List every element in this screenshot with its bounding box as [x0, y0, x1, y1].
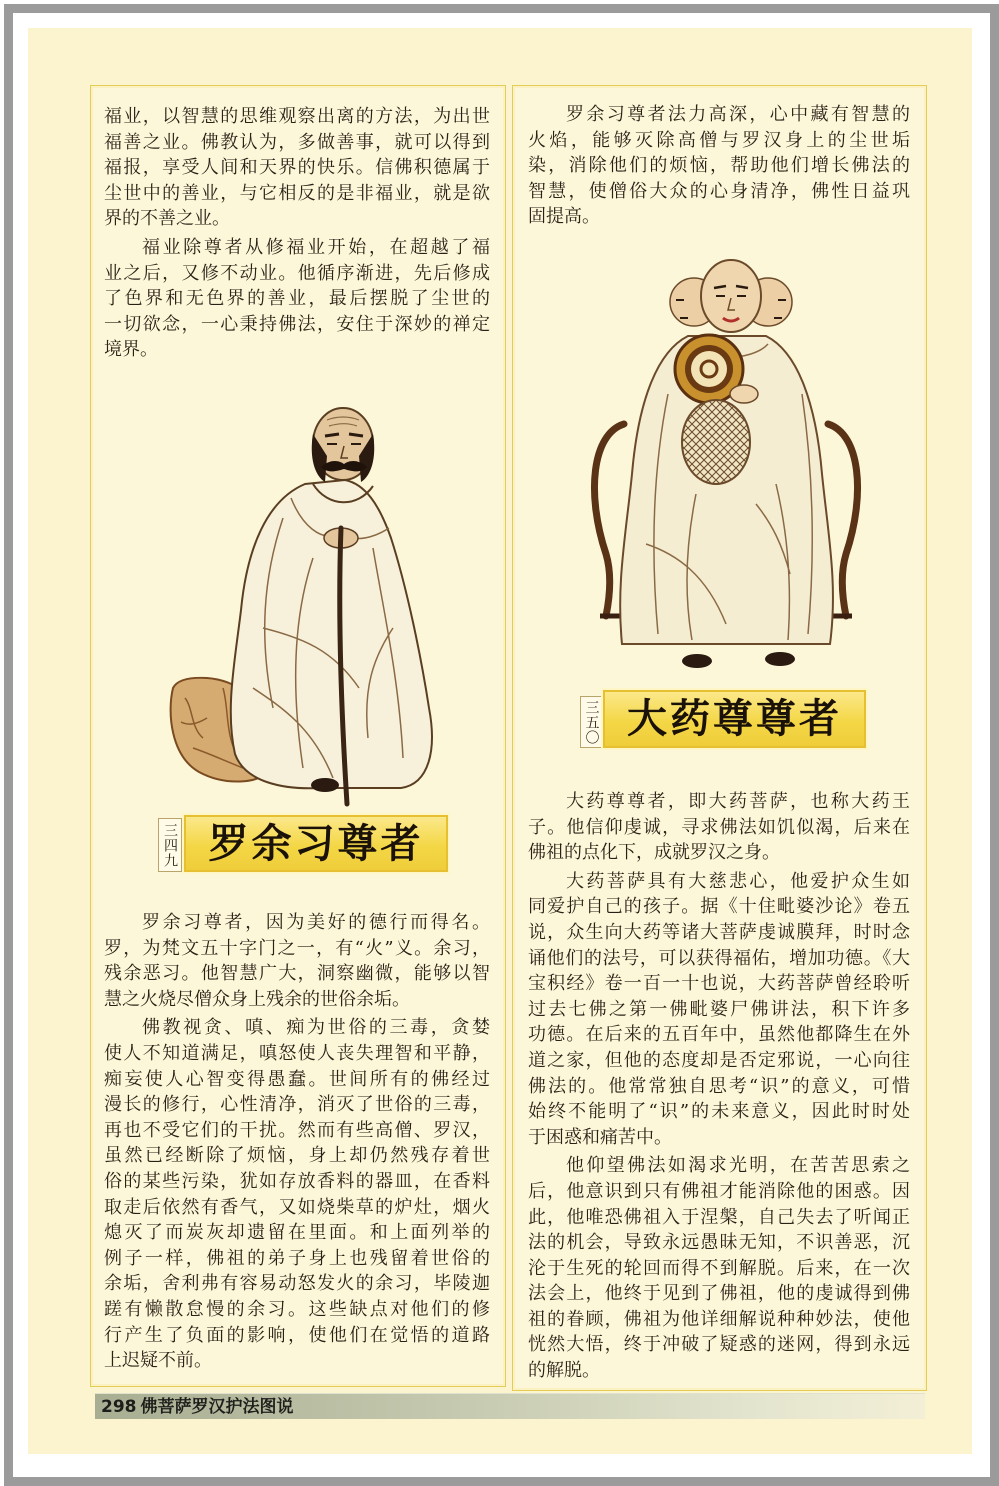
page-number: 298 [101, 1397, 137, 1417]
text-line: 福报，享受人间和天界的快乐。信佛积德属于 [104, 157, 490, 179]
text-line: 过去七佛之第一佛毗婆尸佛讲法，积下许多 [528, 998, 910, 1020]
text-line: 界的不善之业。 [104, 208, 230, 230]
figure-number-text: 三五〇 [583, 699, 600, 745]
text-line: 大药菩萨具有大慈悲心，他爱护众生如 [566, 870, 910, 892]
text-line: 宝积经》卷一百一十也说，大药菩萨曾经聆听 [528, 973, 910, 995]
paragraph [528, 789, 910, 866]
text-line: 染，消除他们的烦恼，帮助他们增长佛法的 [528, 155, 910, 177]
text-line: 罗余习尊者法力高深，心中藏有智慧的 [566, 104, 910, 125]
text-line: 福善之业。佛教认为，多做善事，就可以得到 [104, 131, 490, 153]
text-line: 功德。在后来的五百年中，虽然他都降生在外 [528, 1024, 910, 1046]
text-line: 同爱护自己的孩子。据《十住毗婆沙论》卷五 [528, 896, 910, 918]
text-line: 上迟疑不前。 [104, 1350, 212, 1372]
hands [730, 385, 758, 403]
text-line: 于困惑和痛苦中。 [528, 1126, 672, 1148]
text-line: 大药尊尊者，即大药菩萨，也称大药王 [566, 791, 910, 812]
text-line: 佛法的。他常常独自思考“识”的意义，可惜 [528, 1075, 910, 1097]
text-line: 一切欲念，一心秉持佛法，安住于深妙的禅定 [104, 313, 490, 335]
text-line: 慧之火烧尽僧众身上残余的世俗余垢。 [104, 988, 410, 1010]
left-bottom-text [104, 910, 490, 1374]
text-line: 沦于生死的轮回而得不到解脱。后来，在一次 [528, 1257, 910, 1279]
chair-arm-left [594, 424, 624, 616]
book-title: 佛菩萨罗汉护法图说 [140, 1397, 294, 1417]
figure-number-349 [158, 818, 182, 872]
right-bottom-text [528, 789, 910, 1384]
text-line: 残余恶习。他智慧广大，洞察幽微，能够以智 [104, 963, 490, 985]
text-line: 蹉有懒散怠慢的余习。这些缺点对他们的修 [104, 1298, 490, 1320]
text-line: 了色界和无色界的善业，最后摆脱了尘世的 [104, 288, 490, 310]
left-top-text [104, 104, 490, 363]
paragraph [104, 235, 490, 363]
mirror-face [691, 351, 727, 387]
text-line: 火焰，能够灭除高僧与罗汉身上的尘世垢 [528, 129, 910, 151]
text-line: 他仰望佛法如渴求光明，在苦苦思索之 [566, 1155, 910, 1177]
figure-title-dayao: 大药尊尊者 [603, 690, 866, 748]
figure-number-350 [580, 696, 603, 748]
paragraph [528, 102, 910, 230]
text-line: 说，众生向大药等诸大菩萨虔诚膜拜，时时念 [528, 921, 910, 943]
text-line: 诵他们的法号，可以获得福佑，增加功德。《大 [528, 947, 910, 969]
text-line: 此，他唯恐佛祖入于涅槃，自己失去了听闻正 [528, 1206, 910, 1228]
text-line: 的解脱。 [528, 1360, 600, 1382]
text-line: 道之家，但他的态度却是否定邪说，一心向往 [528, 1049, 910, 1071]
fan [682, 400, 750, 484]
paragraph [104, 104, 490, 232]
text-line: 取走后依然有香气，又如烧柴草的炉灶，烟火 [104, 1196, 490, 1218]
text-line: 福业，以智慧的思维观察出离的方法，为出世 [104, 106, 490, 127]
figure-title-luoyuxi: 罗余习尊者 [184, 815, 448, 872]
shoe-right [765, 652, 795, 666]
text-line: 俗的某些污染，犹如存放香料的器皿，在香料 [104, 1170, 490, 1192]
paragraph [528, 1153, 910, 1383]
text-line: 罗，为梵文五十字门之一，有“火”义。余习， [104, 937, 490, 959]
dayao-arhat-illustration [576, 244, 876, 674]
text-line: 再也不受它们的干扰。然而有些高僧、罗汉， [104, 1119, 490, 1141]
text-line: 业之后，又修不动业。他循序渐进，先后修成 [104, 262, 490, 284]
text-line: 漫长的修行，心性清净，消灭了世俗的三毒， [104, 1094, 490, 1116]
paragraph [528, 869, 910, 1151]
text-line: 使人不知道满足，嗔怒使人丧失理智和平静， [104, 1042, 490, 1064]
shoe-left [682, 654, 712, 668]
text-line: 例子一样，佛祖的弟子身上也残留着世俗的 [104, 1247, 490, 1269]
text-line: 痴妄使人心智变得愚蠢。世间所有的佛经过 [104, 1068, 490, 1090]
text-line: 境界。 [104, 339, 158, 361]
text-line: 法会上，他终于见到了佛祖，他的虔诚得到佛 [528, 1283, 910, 1305]
text-line: 恍然大悟，终于冲破了疑惑的迷网，得到永远 [528, 1334, 910, 1356]
text-line: 固提高。 [528, 206, 600, 228]
text-line: 子。他信仰虔诚，寻求佛法如饥似渴，后来在 [528, 816, 910, 838]
text-line: 后，他意识到只有佛祖才能消除他的困惑。因 [528, 1180, 910, 1202]
text-line: 佛祖的点化下，成就罗汉之身。 [528, 842, 780, 864]
text-line: 行产生了负面的影响，使他们在觉悟的道路 [104, 1324, 490, 1346]
text-line: 虽然已经断除了烦恼，身上却仍然残存着世 [104, 1145, 490, 1167]
text-line: 余垢，舍利弗有容易动怒发火的余习，毕陵迦 [104, 1273, 490, 1295]
text-line: 尘世中的善业，与它相反的是非福业，就是欲 [104, 182, 490, 204]
page-footer [95, 1393, 925, 1419]
figure-number-text: 三四九 [162, 822, 178, 868]
shoe [311, 778, 339, 792]
text-line: 法的机会，导致永远愚昧无知，不识善恶，沉 [528, 1232, 910, 1254]
text-line: 罗余习尊者，因为美好的德行而得名。 [142, 912, 490, 933]
paragraph [104, 910, 490, 1012]
luoyuxi-arhat-illustration [163, 388, 453, 808]
paragraph [104, 1015, 490, 1373]
text-line: 熄灭了而炭灰却遗留在里面。和上面列举的 [104, 1222, 490, 1244]
text-line: 福业除尊者从修福业开始，在超越了福 [142, 236, 490, 258]
text-line: 智慧，使僧俗大众的心身清净，佛性日益巩 [528, 180, 910, 202]
right-top-text [528, 102, 910, 230]
text-line: 佛教视贪、嗔、痴为世俗的三毒，贪婪 [142, 1017, 490, 1039]
text-line: 祖的眷顾，佛祖为他详细解说种种妙法，使他 [528, 1308, 910, 1330]
text-line: 始终不能明了“识”的未来意义，因此时时处 [528, 1101, 910, 1123]
